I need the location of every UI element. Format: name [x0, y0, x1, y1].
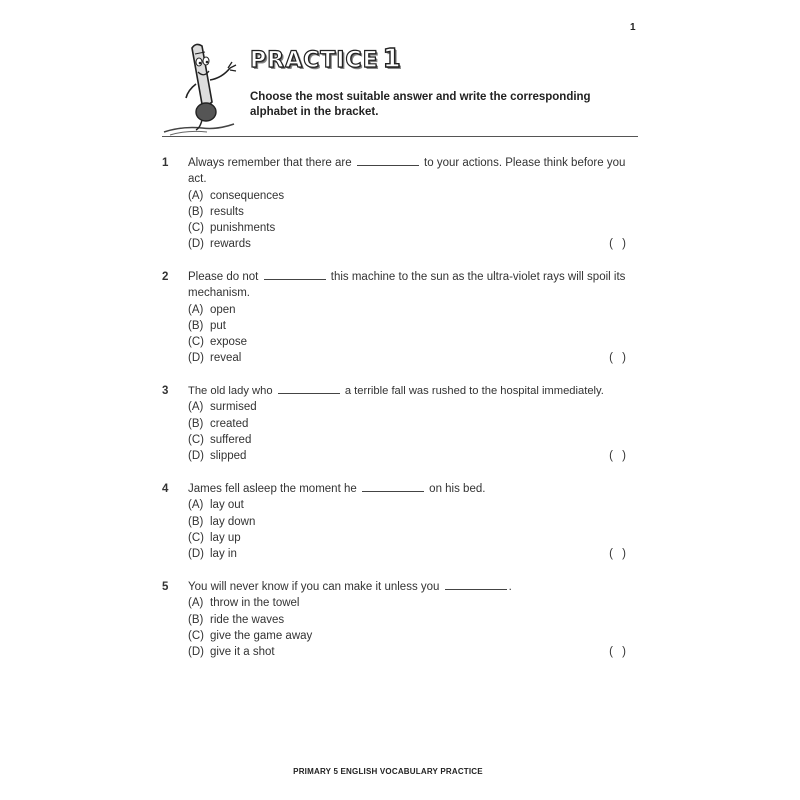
question-body: [188, 269, 638, 367]
option-a: (A) throw in the towel: [188, 597, 300, 610]
option-c: (C) suffered: [188, 433, 252, 446]
option-a: (A) open: [188, 303, 236, 316]
stem-before: You will never know if you can make it unless you: [188, 581, 440, 593]
option-b: (B) put: [188, 319, 226, 332]
option-d: (D) give it a shot: [188, 646, 275, 659]
question-item: [162, 579, 638, 677]
question-stem: [188, 481, 638, 497]
question-stem: [188, 579, 638, 595]
option-a: (A) surmised: [188, 401, 257, 414]
page-number: 1: [630, 22, 636, 33]
answer-bracket[interactable]: ( ): [609, 450, 626, 462]
option-b: (B) ride the waves: [188, 613, 285, 626]
question-body: [188, 481, 638, 562]
option-b: (B) results: [188, 205, 244, 218]
practice-title: [250, 44, 402, 74]
question-number: 1: [162, 157, 169, 169]
option-c: (C) expose: [188, 336, 248, 349]
answer-blank: [445, 580, 507, 590]
page-footer: PRIMARY 5 ENGLISH VOCABULARY PRACTICE: [293, 767, 483, 776]
stem-before: James fell asleep the moment he: [188, 483, 357, 495]
stem-after: a terrible fall was rushed to the hospital immediately.: [344, 385, 604, 397]
practice-header: [162, 40, 638, 138]
question-item: [162, 481, 638, 579]
stem-before: Please do not: [188, 271, 259, 283]
header-divider: [162, 136, 638, 137]
question-item: [162, 269, 638, 383]
option-c: (C) lay up: [188, 531, 241, 544]
answer-blank: [278, 384, 340, 394]
stem-after: on his bed.: [429, 483, 486, 495]
stem-before: Always remember that there are: [188, 157, 352, 169]
instructions: Choose the most suitable answer and write the corresponding alphabet in the bracket.: [250, 91, 591, 118]
question-body: [188, 155, 638, 253]
question-body: [188, 383, 638, 464]
option-a: (A) consequences: [188, 189, 285, 202]
option-d: (D) slipped: [188, 450, 247, 463]
option-d: (D) lay in: [188, 548, 237, 561]
answer-bracket[interactable]: ( ): [609, 646, 626, 658]
question-stem: [188, 269, 638, 302]
question-body: [188, 579, 638, 660]
question-stem: [188, 383, 638, 399]
answer-bracket[interactable]: ( ): [609, 238, 626, 250]
pencil-mascot-icon: [162, 40, 252, 136]
option-d: (D) rewards: [188, 238, 251, 251]
question-item: [162, 155, 638, 269]
stem-after: .: [508, 581, 512, 593]
answer-bracket[interactable]: ( ): [609, 352, 626, 364]
question-number: 2: [162, 271, 169, 283]
answer-bracket[interactable]: ( ): [609, 548, 626, 560]
question-item: [162, 383, 638, 481]
answer-blank: [264, 270, 326, 280]
stem-after: to your actions. Please think before you act.: [188, 157, 626, 186]
option-b: (B) created: [188, 417, 249, 430]
stem-after: this machine to the sun as the ultra-violet rays will spoil its mechanism.: [188, 271, 626, 300]
question-number: 3: [162, 385, 169, 397]
answer-blank: [362, 482, 424, 492]
option-c: (C) punishments: [188, 222, 276, 235]
practice-title-text: PRACTICE: [250, 48, 379, 73]
option-b: (B) lay down: [188, 515, 256, 528]
question-list: [162, 155, 638, 677]
option-c: (C) give the game away: [188, 629, 313, 642]
question-number: 4: [162, 483, 169, 495]
practice-title-number: 1: [382, 44, 402, 74]
question-number: 5: [162, 581, 169, 593]
option-d: (D) reveal: [188, 352, 242, 365]
question-stem: [188, 155, 638, 188]
option-a: (A) lay out: [188, 499, 244, 512]
stem-before: The old lady who: [188, 385, 273, 397]
answer-blank: [357, 156, 419, 166]
